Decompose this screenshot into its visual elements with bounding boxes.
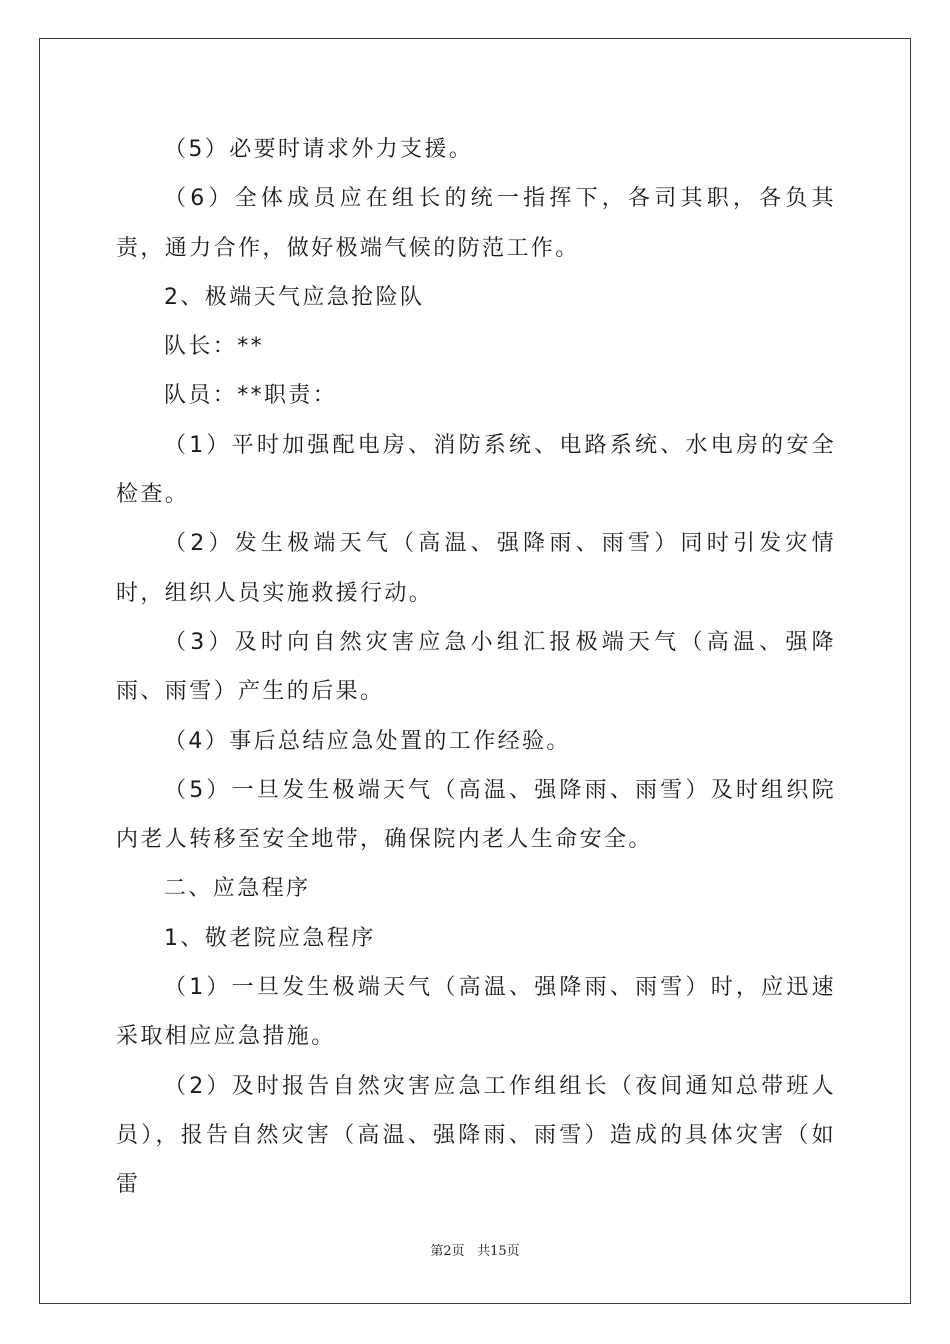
page-number: 第2页 bbox=[430, 1244, 465, 1259]
paragraph: （3）及时向自然灾害应急小组汇报极端天气（高温、强降雨、雨雪）产生的后果。 bbox=[116, 629, 836, 705]
paragraph: 二、应急程序 bbox=[164, 876, 311, 902]
paragraph: （2）发生极端天气（高温、强降雨、雨雪）同时引发灾情时，组织人员实施救援行动。 bbox=[116, 531, 836, 606]
paragraph: 1、敬老院应急程序 bbox=[164, 925, 376, 951]
paragraph: （5）一旦发生极端天气（高温、强降雨、雨雪）及时组织院内老人转移至安全地带，确保院内老人生命安全。 bbox=[116, 777, 836, 853]
paragraph: （6）全体成员应在组长的统一指挥下，各司其职，各负其责，通力合作，做好极端气候的防范工作。 bbox=[116, 186, 836, 261]
page-footer bbox=[0, 1240, 950, 1259]
paragraph: （1）一旦发生极端天气（高温、强降雨、雨雪）时，应迅速采取相应应急措施。 bbox=[116, 975, 836, 1050]
footer-spacer bbox=[465, 1244, 477, 1259]
paragraph: 队员：**职责： bbox=[164, 383, 338, 409]
document-body bbox=[116, 125, 836, 1210]
paragraph: 2、极端天气应急抢险队 bbox=[164, 284, 425, 310]
paragraph: （1）平时加强配电房、消防系统、电路系统、水电房的安全检查。 bbox=[116, 432, 836, 508]
paragraph: （2）及时报告自然灾害应急工作组组长（夜间通知总带班人员），报告自然灾害（高温、强降雨、雨雪）造成的具体灾害（如雷 bbox=[116, 1073, 836, 1198]
page-total: 共15页 bbox=[477, 1244, 520, 1259]
paragraph: （5）必要时请求外力支援。 bbox=[164, 137, 474, 162]
paragraph: 队长：** bbox=[164, 334, 265, 360]
paragraph: （4）事后总结应急处置的工作经验。 bbox=[164, 728, 571, 754]
